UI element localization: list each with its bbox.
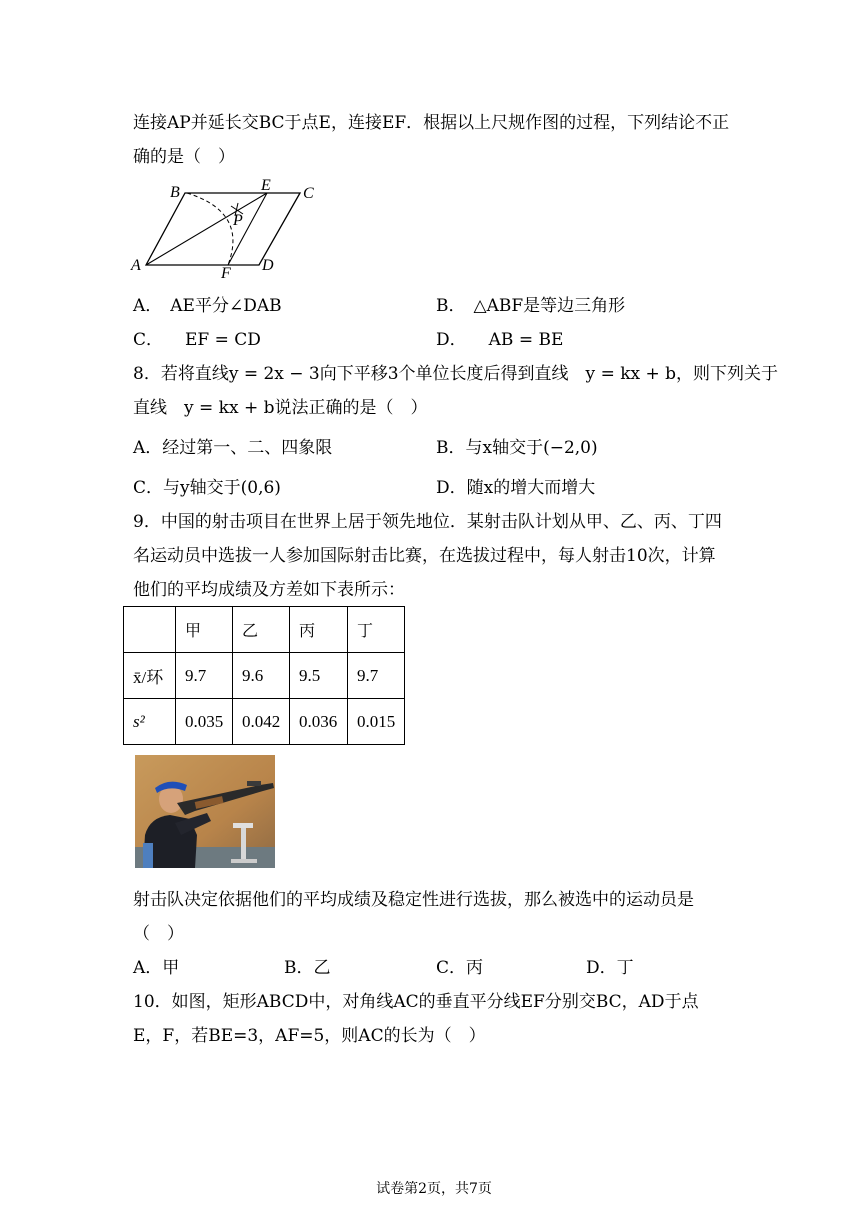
q8-option-b: B．与x轴交于(−2,0) — [436, 438, 598, 458]
q9-stem-line-2: 名运动员中选拔一人参加国际射击比赛，在选拔过程中，每人射击10次，计算 — [133, 546, 716, 566]
parallelogram-figure — [128, 172, 328, 282]
rifle-sight — [247, 781, 261, 786]
row-label-variance: s² — [124, 699, 176, 745]
q7-stem-line-1: 连接AP并延长交BC于点E，连接EF．根据以上尺规作图的过程，下列结论不正 — [133, 113, 730, 133]
segment-ae — [146, 193, 267, 265]
q9-after-line-1: 射击队决定依据他们的平均成绩及稳定性进行选拔，那么被选中的运动员是 — [133, 890, 694, 910]
label-p: P — [233, 212, 243, 229]
table-header-cell: 甲 — [176, 607, 233, 653]
q9-option-a: A．甲 — [133, 958, 180, 978]
table-cell: 0.036 — [290, 699, 348, 745]
table-cell: 0.042 — [233, 699, 290, 745]
q9-stem-line-3: 他们的平均成绩及方差如下表所示： — [133, 580, 405, 600]
label-c: C — [303, 185, 314, 202]
label-a: A — [131, 257, 141, 274]
shooter-photo — [135, 755, 275, 868]
q9-option-b: B．乙 — [284, 958, 331, 978]
table-row — [124, 653, 405, 699]
q9-after-line-2: （ ） — [133, 924, 184, 944]
page-footer: 试卷第2页，共7页 — [376, 1181, 492, 1197]
table-header-row — [124, 607, 405, 653]
q7-option-b: B． △ABF是等边三角形 — [436, 296, 626, 316]
q9-option-d: D．丁 — [586, 958, 634, 978]
row-label-mean: x̄/环 — [124, 653, 176, 699]
q9-stem-line-1: 9．中国的射击项目在世界上居于领先地位．某射击队计划从甲、乙、丙、丁四 — [133, 512, 722, 532]
table-cell: 9.7 — [176, 653, 233, 699]
stand-pole — [241, 827, 246, 862]
label-f: F — [221, 265, 231, 282]
q8-option-d: D．随x的增大而增大 — [436, 478, 596, 498]
label-e: E — [261, 177, 271, 194]
table-cell: 9.7 — [348, 653, 405, 699]
stand-base — [231, 859, 257, 863]
score-variance-table — [123, 606, 405, 745]
q8-option-c: C．与y轴交于(0,6) — [133, 478, 281, 498]
table-cell — [124, 607, 176, 653]
table-header-cell: 丙 — [290, 607, 348, 653]
q9-option-c: C．丙 — [436, 958, 484, 978]
chair-detail — [143, 843, 153, 868]
q7-option-c: C． EF = CD — [133, 330, 261, 350]
q7-option-a: A． AE平分∠DAB — [133, 296, 282, 316]
q10-stem-line-1: 10．如图，矩形ABCD中，对角线AC的垂直平分线EF分别交BC，AD于点 — [133, 992, 699, 1012]
table-header-cell: 丁 — [348, 607, 405, 653]
label-d: D — [262, 257, 274, 274]
label-b: B — [170, 184, 180, 201]
table-cell: 9.5 — [290, 653, 348, 699]
table-cell: 9.6 — [233, 653, 290, 699]
table-cell: 0.015 — [348, 699, 405, 745]
construction-arc — [187, 193, 233, 265]
stand-top — [233, 823, 253, 828]
q8-stem-line-1: 8．若将直线y = 2x − 3向下平移3个单位长度后得到直线 y = kx + b，则下列关于 — [133, 364, 779, 384]
q8-option-a: A．经过第一、二、四象限 — [133, 438, 333, 458]
q7-stem-line-2: 确的是（ ） — [133, 147, 235, 167]
q8-stem-line-2: 直线 y = kx + b说法正确的是（ ） — [133, 398, 428, 418]
parallelogram-abcd — [146, 193, 300, 265]
q10-stem-line-2: E，F，若BE=3，AF=5，则AC的长为（ ） — [133, 1026, 486, 1046]
table-header-cell: 乙 — [233, 607, 290, 653]
table-cell: 0.035 — [176, 699, 233, 745]
segment-ef — [228, 193, 267, 265]
table-row — [124, 699, 405, 745]
q7-option-d: D． AB = BE — [436, 330, 564, 350]
